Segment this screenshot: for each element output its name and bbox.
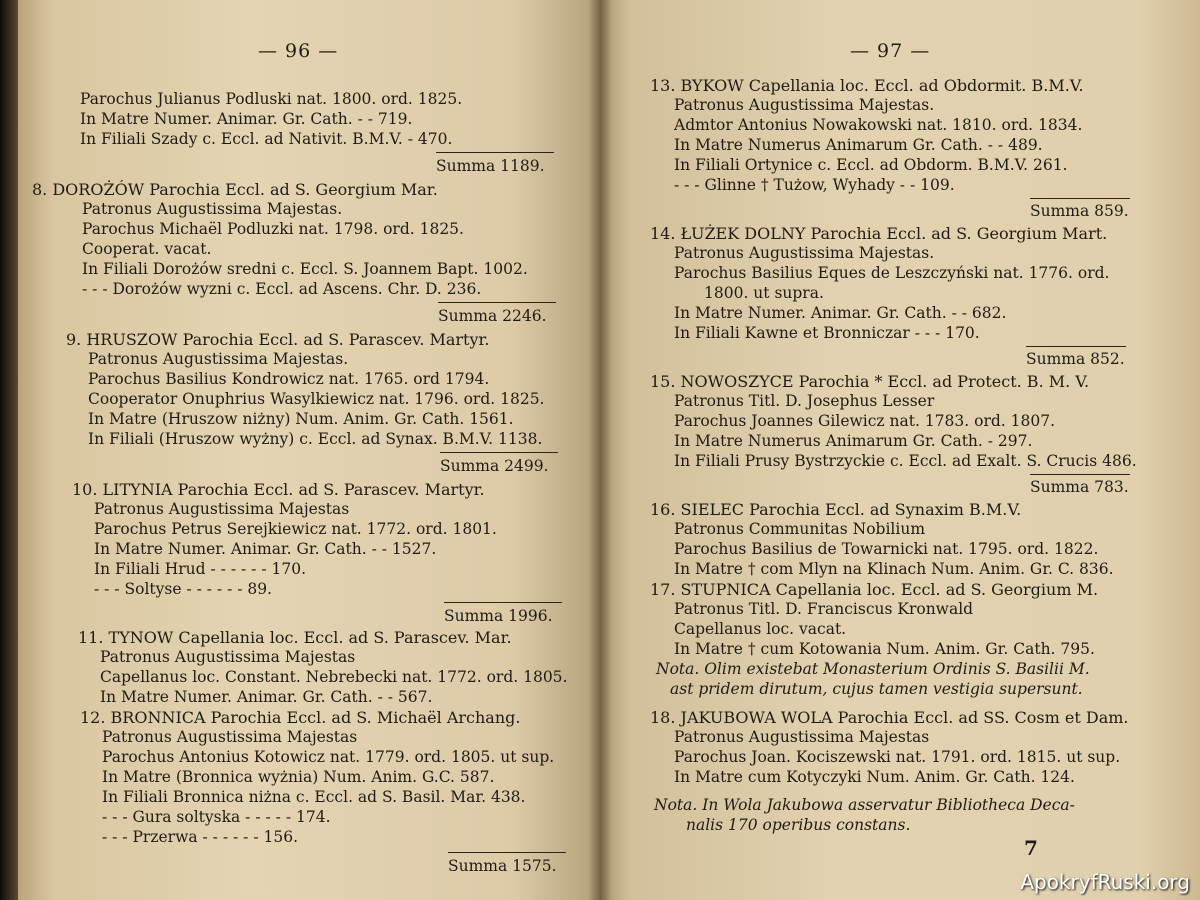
summa-value: Summa 783.	[1030, 478, 1129, 496]
summa-rule	[436, 152, 554, 153]
text-line: Patronus Augustissima Majestas.	[88, 350, 349, 368]
text-line: In Matre Numer. Animar. Gr. Cath. - - 682.	[674, 304, 1007, 322]
summa-rule	[448, 852, 566, 853]
text-line: Parochus Joannes Gilewicz nat. 1783. ord. 1807.	[674, 412, 1056, 430]
text-line: Parochus Joan. Kociszewski nat. 1791. ord. 1815. ut sup.	[674, 748, 1121, 766]
text-line: - - - Glinne † Tużow, Wyhady - - 109.	[674, 176, 955, 194]
summa-rule	[1026, 346, 1126, 347]
summa-value: Summa 1996.	[444, 607, 553, 625]
text-line: Patronus Titl. D. Josephus Lesser	[674, 392, 935, 410]
text-line: In Matre Numer. Animar. Gr. Cath. - - 1527.	[94, 540, 437, 558]
text-line: Patronus Augustissima Majestas	[100, 648, 356, 666]
entry-heading: 8. DOROŻÓW Parochia Eccl. ad S. Georgium Mar.	[32, 180, 438, 199]
text-line: Patronus Augustissima Majestas.	[674, 244, 935, 262]
note-line: ast pridem dirutum, cujus tamen vestigia supersunt.	[670, 680, 1083, 698]
entry-heading: 15. NOWOSZYCE Parochia * Eccl. ad Protect. B. M. V.	[650, 372, 1090, 391]
text-line: In Matre cum Kotyczyki Num. Anim. Gr. Cath. 124.	[674, 768, 1075, 786]
text-line: In Matre Numerus Animarum Gr. Cath. - 297.	[674, 432, 1033, 450]
text-line: In Filiali Kawne et Bronniczar - - - 170.	[674, 324, 980, 342]
text-line: In Matre Numer. Animar. Gr. Cath. - - 719.	[80, 110, 413, 128]
summa-rule	[444, 602, 562, 603]
text-line: In Filiali Ortynice c. Eccl. ad Obdorm. B.M.V. 261.	[674, 156, 1068, 174]
text-line: In Matre (Hruszow niżny) Num. Anim. Gr. Cath. 1561.	[88, 410, 514, 428]
text-line: - - - Soltyse - - - - - - 89.	[94, 580, 273, 598]
page-number: — 97 —	[850, 40, 931, 62]
text-line: Cooperator Onuphrius Wasylkiewicz nat. 1796. ord. 1825.	[88, 390, 545, 408]
entry-heading: 14. ŁUŻEK DOLNY Parochia Eccl. ad S. Georgium Mart.	[650, 224, 1108, 243]
text-line: 1800. ut supra.	[704, 284, 824, 302]
watermark: ApokryfRuski.org	[1020, 870, 1190, 894]
text-line: Patronus Titl. D. Franciscus Kronwald	[674, 600, 974, 618]
note-line: Nota. In Wola Jakubowa asservatur Bibliotheca Deca-	[654, 796, 1075, 814]
right-page	[600, 0, 1200, 900]
text-line: Parochus Julianus Podluski nat. 1800. ord. 1825.	[80, 90, 463, 108]
summa-rule	[438, 302, 556, 303]
entry-heading: 12. BRONNICA Parochia Eccl. ad S. Michaël Archang.	[80, 708, 521, 727]
page-number: — 96 —	[258, 40, 339, 62]
text-line: In Filiali (Hruszow wyżny) c. Eccl. ad Synax. B.M.V. 1138.	[88, 430, 543, 448]
entry-heading: 18. JAKUBOWA WOLA Parochia Eccl. ad SS. Cosm et Dam.	[650, 708, 1129, 727]
entry-heading: 9. HRUSZOW Parochia Eccl. ad S. Parascev. Martyr.	[66, 330, 490, 349]
text-line: Parochus Petrus Serejkiewicz nat. 1772. ord. 1801.	[94, 520, 497, 538]
text-line: Patronus Augustissima Majestas.	[674, 96, 935, 114]
text-line: Capellanus loc. Constant. Nebrebecki nat. 1772. ord. 1805.	[100, 668, 568, 686]
text-line: Patronus Augustissima Majestas	[674, 728, 930, 746]
text-line: Patronus Augustissima Majestas	[94, 500, 350, 518]
text-line: Patronus Augustissima Majestas.	[82, 200, 343, 218]
text-line: In Matre Numerus Animarum Gr. Cath. - - 489.	[674, 136, 1043, 154]
text-line: In Filiali Szady c. Eccl. ad Nativit. B.M.V. - 470.	[80, 130, 453, 148]
signature-mark: 7	[1024, 836, 1038, 860]
text-line: In Matre (Bronnica wyżnia) Num. Anim. G.C. 587.	[102, 768, 495, 786]
summa-value: Summa 852.	[1026, 350, 1125, 368]
summa-value: Summa 2499.	[440, 457, 549, 475]
text-line: Parochus Michaël Podluzki nat. 1798. ord. 1825.	[82, 220, 464, 238]
entry-heading: 16. SIELEC Parochia Eccl. ad Synaxim B.M.V.	[650, 500, 1022, 519]
summa-rule	[1030, 474, 1130, 475]
text-line: Parochus Basilius Kondrowicz nat. 1765. ord 1794.	[88, 370, 490, 388]
text-line: - - - Gura soltyska - - - - - 174.	[102, 808, 331, 826]
text-line: In Matre Numer. Animar. Gr. Cath. - - 567.	[100, 688, 433, 706]
summa-value: Summa 859.	[1030, 202, 1129, 220]
text-line: Parochus Antonius Kotowicz nat. 1779. ord. 1805. ut sup.	[102, 748, 555, 766]
text-line: Parochus Basilius de Towarnicki nat. 1795. ord. 1822.	[674, 540, 1099, 558]
text-line: Parochus Basilius Eques de Leszczyński nat. 1776. ord.	[674, 264, 1110, 282]
text-line: Patronus Augustissima Majestas	[102, 728, 358, 746]
book-edge	[0, 0, 18, 900]
summa-value: Summa 1575.	[448, 857, 557, 875]
note-line: nalis 170 operibus constans.	[686, 816, 911, 834]
entry-heading: 13. BYKOW Capellania loc. Eccl. ad Obdormit. B.M.V.	[650, 76, 1084, 95]
note-line: Nota. Olim existebat Monasterium Ordinis S. Basilii M.	[656, 660, 1090, 678]
text-line: - - - Przerwa - - - - - - 156.	[102, 828, 299, 846]
entry-heading: 10. LITYNIA Parochia Eccl. ad S. Parascev. Martyr.	[72, 480, 485, 499]
book-gutter	[588, 0, 612, 900]
summa-value: Summa 2246.	[438, 307, 547, 325]
summa-value: Summa 1189.	[436, 157, 545, 175]
text-line: In Filiali Hrud - - - - - - 170.	[94, 560, 306, 578]
summa-rule	[1030, 198, 1130, 199]
left-page	[18, 0, 600, 900]
text-line: In Matre † cum Kotowania Num. Anim. Gr. Cath. 795.	[674, 640, 1095, 658]
text-line: In Filiali Dorożów sredni c. Eccl. S. Joannem Bapt. 1002.	[82, 260, 528, 278]
summa-rule	[440, 452, 558, 453]
text-line: In Filiali Bronnica niżna c. Eccl. ad S. Basil. Mar. 438.	[102, 788, 526, 806]
text-line: Cooperat. vacat.	[82, 240, 212, 258]
text-line: Capellanus loc. vacat.	[674, 620, 847, 638]
text-line: - - - Dorożów wyzni c. Eccl. ad Ascens. Chr. D. 236.	[82, 280, 482, 298]
text-line: In Filiali Prusy Bystrzyckie c. Eccl. ad Exalt. S. Crucis 486.	[674, 452, 1137, 470]
text-line: In Matre † com Mlyn na Klinach Num. Anim. Gr. C. 836.	[674, 560, 1114, 578]
text-line: Admtor Antonius Nowakowski nat. 1810. ord. 1834.	[674, 116, 1083, 134]
entry-heading: 17. STUPNICA Capellania loc. Eccl. ad S. Georgium M.	[650, 580, 1099, 599]
entry-heading: 11. TYNOW Capellania loc. Eccl. ad S. Parascev. Mar.	[78, 628, 512, 647]
text-line: Patronus Communitas Nobilium	[674, 520, 926, 538]
